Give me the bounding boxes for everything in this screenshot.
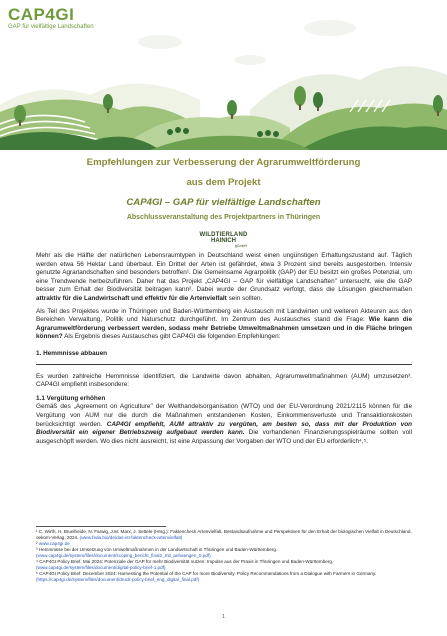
cloud <box>304 20 356 36</box>
partner-logo-line-1: WILDTIERLAND <box>199 232 248 238</box>
intro2-question: Wie kann die Agrarumweltförderung verbessert werden, sodass mehr Betriebe Umweltmaßnahmen umsetzen und in die Fläche bringen können? <box>36 316 413 341</box>
intro2-text: Als Teil des Projektes wurde in Thüringen und Baden-Württemberg ein Austausch mit Landwirten und weiteren Akteuren aus den Bereichen Verwaltung, Politik und Naturschutz durchgeführt. Im Zentrum des Austausches stand die Frage: <box>36 307 412 324</box>
footnote-text: ⁴ CAP4GI Policy Brief. Mai 2024: Potenziale der GAP für mehr Biodiversität nutzen: Impulse aus der Praxis in Thüringen und Baden-Württemberg. <box>36 558 334 564</box>
section-1-1-heading: 1.1 Vergütung erhöhen <box>36 394 106 402</box>
section-1-1-paragraph <box>36 403 412 446</box>
title-line-2: aus dem Projekt <box>186 177 261 188</box>
cloud <box>138 35 182 49</box>
title-block <box>30 157 417 221</box>
footnote <box>36 571 412 583</box>
section-1-1-text: Gemäß des „Agreement on Agriculture" der Welthandelsorganisation (WTO) und der EU-Verordnung 2021/2115 können für die Vergütung von AUM nur die durch die Maßnahmen entstandenen Kosten, Einkommensverluste und Transaktionskosten berücksichtigt werden. <box>36 403 412 428</box>
footnote-text: ⁵ CAP4GI Policy Brief. December 2024: Harnessing the Potential of the CAP for more Biodiversity. Policy Recommendations from a Dialogue with Farmers in Germany. <box>36 570 377 576</box>
intro-text: Mehr als die Hälfte der natürlichen Lebensraumtypen in Deutschland weist einen ungünstigen Erhaltungszustand auf. Täglich werden etwa 56 Hektar Land überbaut. Ein Drittel der Arten ist gefährdet, etwa 3 Prozent sind bereits ausgestorben. Intensiv genutzte Agrarlandschaften sind besonders betroffen¹. Die Gemeinsame Agrarpolitik (GAP) der EU besitzt ein großes Potenzial, um eine Trendwende herbeizuführen. Daher hat das Projekt „CAP4GI – GAP für vielfältige Landschaften" untersucht, wie die GAP besser zum Erhalt der Biodiversität beitragen kann². Dabei wurde der Grundsatz verfolgt, dass die Lösungen gleichermaßen <box>36 252 412 294</box>
intro-paragraph-1 <box>36 252 412 304</box>
cloud <box>234 55 266 65</box>
footnote-text: ¹ C. Wirth, H. Bruelheide, N. Farwig, J.M. Marx, J. Settele (Hrsg.): Faktencheck Artenvielfalt. Bestandsaufnahme und Perspektiven für den Erhalt der biologischen Vielfalt in Deutschland. oekom-Verlag, 2024. <box>36 528 412 540</box>
footnote-link[interactable]: www.cap4gi.de <box>38 540 70 546</box>
project-title: CAP4GI – GAP für vielfältige Landschaften <box>126 197 321 208</box>
intro-emphasis: attraktiv für die Landwirtschaft und effektiv für die Artenvielfalt <box>36 294 227 302</box>
partner-logo <box>190 232 257 248</box>
intro2-text-end: Als Ergebnis dieses Austausches gibt CAP4GI die folgenden Empfehlungen: <box>62 333 281 341</box>
event-subtitle: Abschlussveranstaltung des Projektpartners in Thüringen <box>126 214 321 221</box>
section-1-paragraph: Es wurden zahlreiche Hemmnisse identifiziert, die Landwirte davon abhalten, Agrarumweltmaßnahmen (AUM) umzusetzen³. CAP4GI empfiehlt insbesondere: <box>36 372 412 389</box>
logo-subtitle: GAP für vielfältige Landschaften <box>8 24 94 30</box>
title-line-1: Empfehlungen zur Verbesserung der Agrarumweltförderung <box>86 157 361 168</box>
partner-logo-line-2: HAINICH <box>211 238 236 244</box>
section-1-1-text-end: Die vorhandenen Finanzierungsspielräume sollten voll ausgeschöpft werden. Wo dies nicht ausreicht, ist eine Anpassung der Vorgaben der WTO und der EU erforderlich⁴,⁵. <box>36 429 412 445</box>
footnote-link[interactable]: (www.cap4gi.de/system/files/document/scoping_bericht_final2_mit_anhaengen_0.pdf) <box>36 552 211 558</box>
cap4gi-logo <box>8 6 94 30</box>
footnote-link[interactable]: (www.feda.bio/de/das-ist-faktencheck-artenvielfalt) <box>79 534 183 540</box>
footnote-link[interactable]: (https://cap4gi.de/system/files/document/druck-policy-brief_eng_digital_final.pdf) <box>36 576 200 582</box>
section-1-1-recommendation: CAP4GI empfiehlt, AUM attraktiv zu vergüten, am besten so, dass mit der Produktion von Biodiversität ein eigener Betriebszweig aufgebaut werden kann. <box>36 420 412 437</box>
section-1-heading: 1. Hemmnisse abbauen <box>36 349 108 357</box>
page-number: 1 <box>222 614 225 620</box>
intro-text-end: sein sollten. <box>226 294 263 302</box>
intro-paragraph-2 <box>36 308 412 342</box>
footnote-rule <box>36 526 166 527</box>
footnote <box>36 547 412 559</box>
section-divider <box>36 364 412 365</box>
footnote-text: ² <box>36 540 39 546</box>
footnote-link[interactable]: (www.cap4gi.de/system/files/document/digital-policy-brief-1.pdf) <box>36 564 166 570</box>
footnote <box>36 529 412 541</box>
partner-logo-line-3: gGmbH <box>234 244 247 248</box>
logo-text: CAP4GI <box>8 5 75 24</box>
document-body <box>36 252 412 446</box>
footnote-text: ³ Hemmnisse bei der Umsetzung von Umweltmaßnahmen in der Landwirtschaft in Thüringen und Baden-Württemberg. <box>36 546 278 552</box>
footnotes <box>36 526 412 583</box>
footnote <box>36 559 412 571</box>
